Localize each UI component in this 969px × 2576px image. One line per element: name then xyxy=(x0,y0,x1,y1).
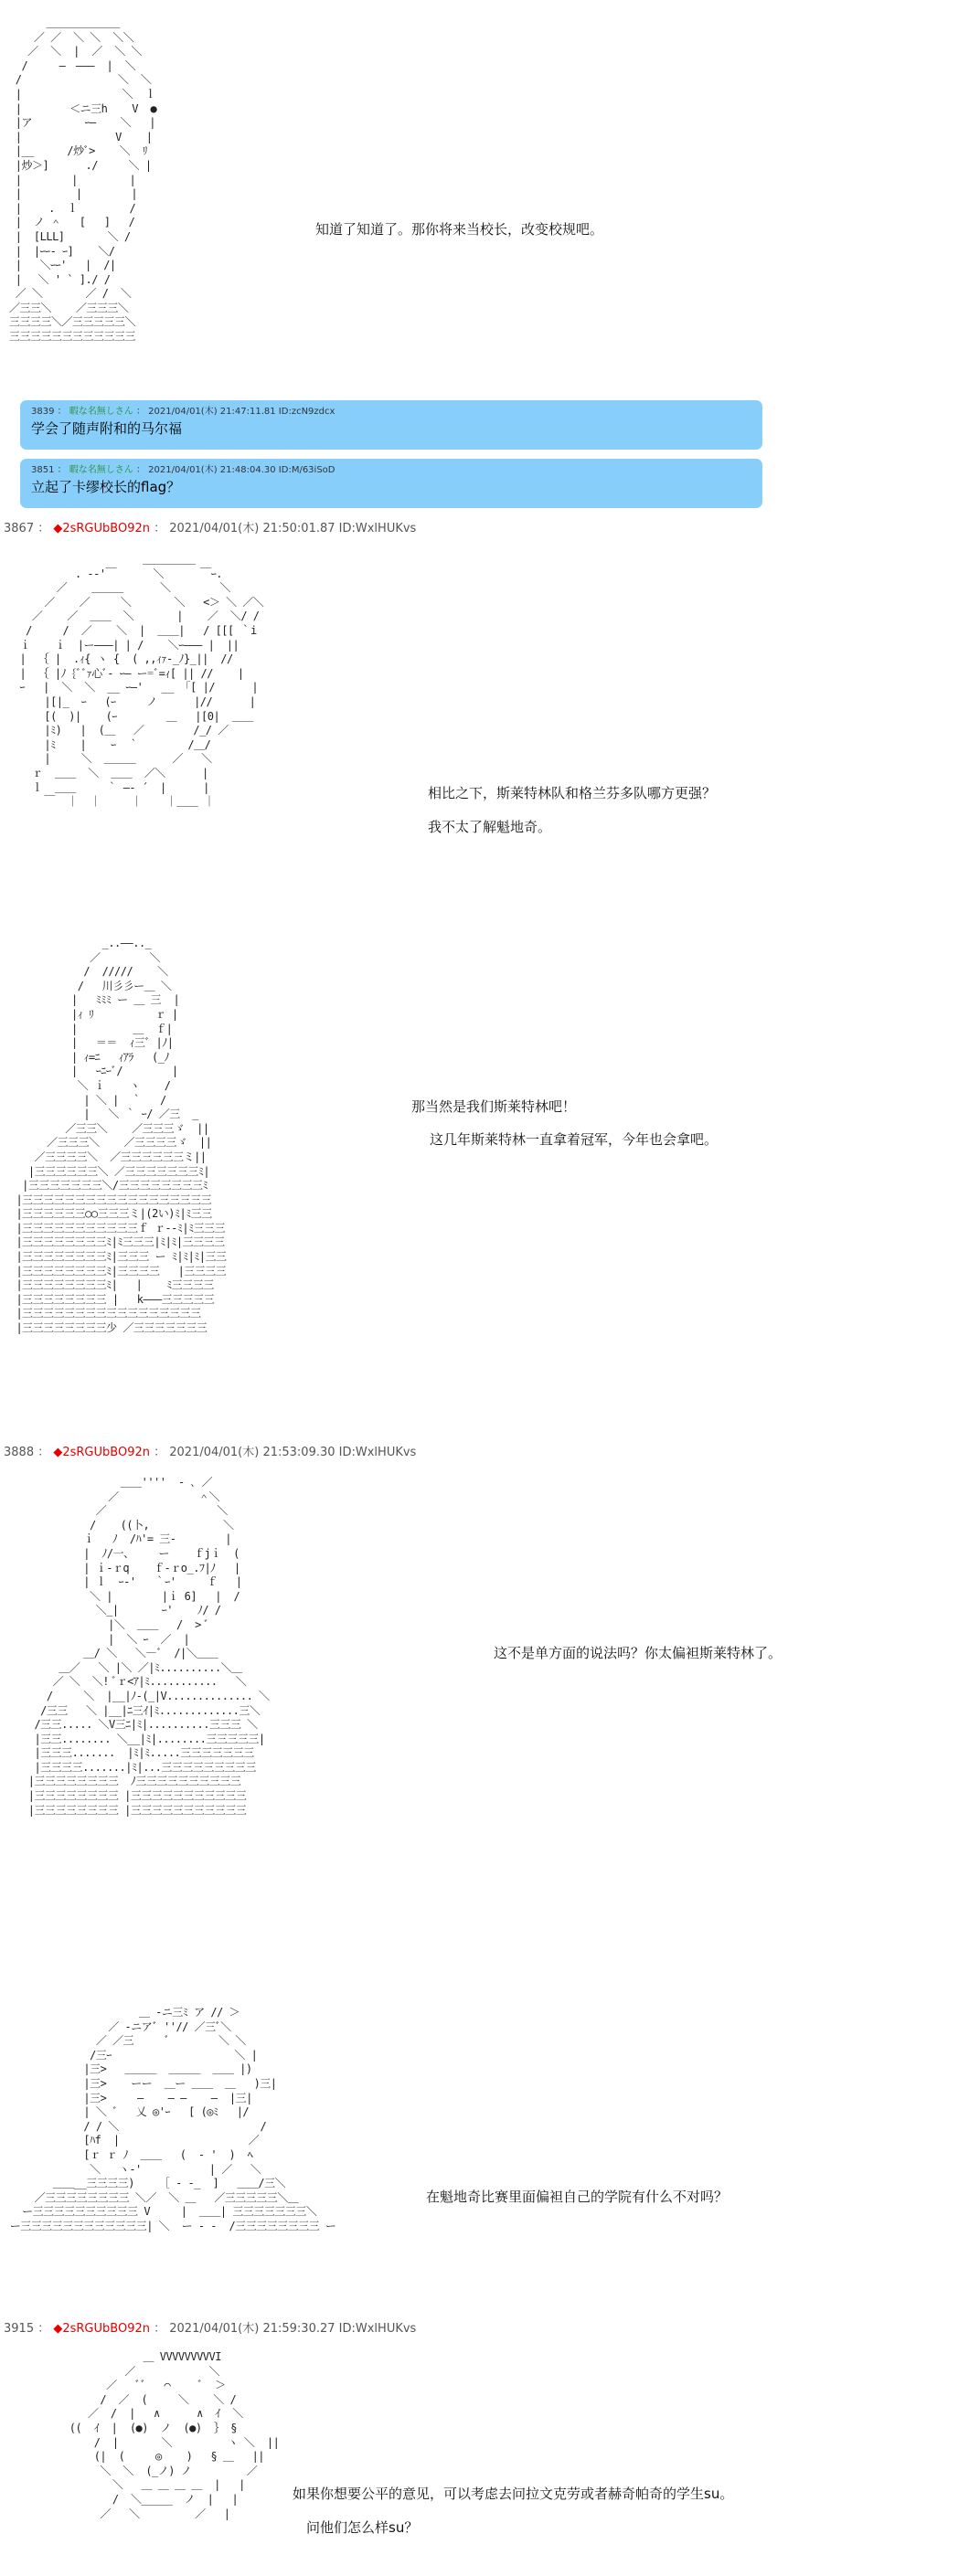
dialogue-line: 相比之下，斯莱特林队和格兰芬多队哪方更强？ xyxy=(428,785,717,801)
dialogue-line: 问他们怎么样su？ xyxy=(306,2519,419,2536)
comment-date: 2021/04/01(木) 21:48:04.30 xyxy=(148,465,276,475)
comment-author[interactable]: 暇な名無しさん xyxy=(69,407,133,417)
dialogue-line: 如果你想要公平的意见，可以考虑去问拉文克劳或者赫奇帕奇的学生su。 xyxy=(293,2486,734,2502)
dialogue-line: 在魁地奇比赛里面偏袒自己的学院有什么不对吗？ xyxy=(426,2189,729,2205)
post-number[interactable]: 3867 xyxy=(4,522,35,535)
comment-date: 2021/04/01(木) 21:47:11.81 xyxy=(148,407,276,417)
ascii-art-figure-3: _..――.._ ／ ＼ / ///// ＼ / 川彡彡ー＿ ＼ | ﾐﾐﾐ ー ＿ 三 | |ｨ ﾘ ｒ | | ＿ ｆ| | ＝＝ ｨ三ﾞ |ﾉ| | ｨ=ﾆ ｨｱﾗ (_ﾉ | ｰﾆｰﾞ/ | ＼ ｉ ヽ / | ＼ | ｀ / | ＼ ｀ ｰ/ ／三 _ ／三三＼ ／三三三ゞ || ／三三三＼ ／三三三三ゞ || ／三三三三＼ ／三三三三三三ミ|| |三三三三三三＼ ／三三三三三三三ﾐ| |三三三三三三三＼/三三三三三三三三ﾐ |三三三三三三三三三三三三三三三三三三 |三三三三三三○○三三三ミ|(2い)ﾐ|ﾐ三三 |三三三三三三三三三三三ｆ ｒ-‐ﾐ|ﾐ三三三 |三三三三三三三三ﾐ|ﾐ三三三|ﾐ|ﾐ|三三三三 |三三三三三三三三ﾐ|三三三 ー ﾐ|ﾐ|ﾐ|三三 |三三三三三三三三ﾐ|三三三三 |三三三三 |三三三三三三三三ﾐ| | ﾐ三三三三 |三三三三三三三三 | k―――三三三三三 |三三三三三三三三三三三三三三三三三 |三三三三三三三三少 ／三三三三三三三 xyxy=(16,937,227,1335)
comment-body: 学会了随声附和的马尔福 xyxy=(31,420,183,437)
comment-body: 立起了卡缪校长的flag？ xyxy=(31,479,181,495)
dialogue-line: 那当然是我们斯莱特林吧！ xyxy=(411,1098,577,1115)
post-id[interactable]: ID:WxlHUKvs xyxy=(338,1446,417,1459)
trip-diamond-icon: ◆ xyxy=(53,2322,63,2336)
post-header: 3888 ： ◆2sRGUbBO92n ： 2021/04/01(木) 21:53:09.30 ID:WxlHUKvs xyxy=(4,1446,417,1459)
post-tripcode: 2sRGUbBO92n xyxy=(62,522,150,535)
dialogue-line: 这不是单方面的说法吗？你太偏袒斯莱特林了。 xyxy=(494,1645,783,1661)
trip-diamond-icon: ◆ xyxy=(53,522,63,535)
post-header: 3915 ： ◆2sRGUbBO92n ： 2021/04/01(木) 21:59:30.27 ID:WxlHUKvs xyxy=(4,2322,417,2336)
comment-meta: 3851 ： 暇な名無しさん ： 2021/04/01(木) 21:48:04.30 ID:M/63iSoD xyxy=(31,465,335,475)
ascii-art-figure-6: ＿ VVVVVVVVVI ／ ＼ ／ ﾞﾞ ⌒ ﾞ ＞ / ／ ( ＼ ＼ / ／ / | ∧ ∧ ｲ ＼ (( ｲ | (●) ノ (●) ｝ § / | ＼ ヽ ＼ || (| ( ◎ ) § ＿ || ＼ ＼ (_ノ) ノ ／ ＼ ＿ ＿ ＿ ＿ | | / ＼_____ ノ | | ／ ＼ ／ | xyxy=(69,2350,280,2520)
comment-card xyxy=(20,459,762,508)
post-number[interactable]: 3888 xyxy=(4,1446,35,1459)
post-header: 3867 ： ◆2sRGUbBO92n ： 2021/04/01(木) 21:50:01.87 ID:WxlHUKvs xyxy=(4,522,417,535)
post-tripcode: 2sRGUbBO92n xyxy=(62,2322,150,2336)
dialogue-line: 知道了知道了。那你将来当校长，改变校规吧。 xyxy=(315,221,604,238)
comment-meta: 3839 ： 暇な名無しさん ： 2021/04/01(木) 21:47:11.81 ID:zcN9zdcx xyxy=(31,407,335,417)
trip-diamond-icon: ◆ xyxy=(53,1446,63,1459)
comment-number: 3851 xyxy=(31,465,55,475)
post-date: 2021/04/01(木) 21:53:09.30 xyxy=(169,1446,335,1459)
comment-id[interactable]: ID:M/63iSoD xyxy=(278,465,335,475)
post-tripcode: 2sRGUbBO92n xyxy=(62,1446,150,1459)
comment-number: 3839 xyxy=(31,407,55,417)
ascii-art-figure-2: ＿＿＿＿＿ . -‐'￣ ＼ ￣ｰ. ／ ＿＿＿ ＼ ＼ ／ ／ ＼ ＼ <＞ ＼ ／＼ ／ ／ ＿＿ ＼ | ／ ＼/ / / / ／ ＼ | ＿＿| / [[[ ｀i ｉ ｉ |ー―――| | / ＼ｰ――― | || | ｛ | .ｨ{ ヽ { ( ,,ｨｧ-_ﾉ}_|| // | ｛ |ﾉ {ﾞﾞｧ心ﾞ- ｰ― ー=ﾞ=ｨ[ || // | ｰ | ＼ ＼ __ ｰ―' __ 「[ |/ | |[|_ ｰ (ｰ ノ |// | [( )| (ｰ ＿ |[0| ＿＿ |ﾐ) | (＿ ／ /_/ ／ |ﾐ | ｰ ｀ /＿/ | ＼ ＿＿＿ ／ ＼ ｒ ＿＿ ＼ ＿＿ ／＼ | ｌ ＿＿ ｀ ―‐ ´ | | ￣ ｜ ｜ ｜ ｜＿＿ ｜ xyxy=(19,553,264,809)
ascii-art-figure-1: ＿＿＿＿＿＿＿ ／ ／ ＼ ＼ ＼＼ ／ ＼ | ／ ＼ ＼ / ― ――― | ＼ / ＼ ＼ | ＼ ｌ | ＜ニ三h V ● |ア ｰ― ＼ | | V | |__ /炒ﾞ> ＼ ﾘ |炒＞] ./ ＼ | | | | | | | | . ｌ / | ノ ＾ [ ] / | [LLL] ＼ / | |ｰｰ- ｰ] ＼/ | ＼ｰｰ' | /| | ＼ ' ` ]./ / ／ ＼ ／ / ＼ ／三三＼ ／三三三＼ 三三三三＼／三三三三三＼ 三三三三三三三三三三三三 xyxy=(9,16,157,344)
post-date: 2021/04/01(木) 21:59:30.27 xyxy=(169,2322,335,2336)
comment-card xyxy=(20,400,762,450)
post-id[interactable]: ID:WxlHUKvs xyxy=(338,2322,417,2336)
comment-author[interactable]: 暇な名無しさん xyxy=(69,465,133,475)
ascii-art-figure-4: ＿＿'''' - ､ ／ ／ ＾＼ ／ ＼ / ((卜, ＼ ｉ ﾉ /ﾊ'= 三- | | ﾉ/一、 ー ｆjｉ ( | ｉ-ｒq ｆ-ｒo_.ﾌ|ﾉ | | ｌ ｰ-' ｀ｰ' ｆ | ＼ | |ｉ 6] | / ＼_| ｰ' ﾉ/ / |＼ ＿＿ / > ﾞ | ＼ ｰ ／ | ＿/ ＼ ＼―ﾞ /|＼＿＿ ＿／ ＼ |＼ ／|ﾐ..........＼＿ ／ ＼ ＼! ﾞｒ<ｱ|ﾐ........... ＼ / ＼ |__|ﾉ-(_|V.............. ＼ /三三 ＼ |__|ﾆ三ｲ|ﾐ.............三＼ /三三..... ＼V三ﾆ|ﾐ|..........三三三 ＼ |三三........ ＼__|ﾐ|........三三三三三| |三三三....... |ﾐ|ﾐ.....三三三三三三三 |三三三三.......|ﾐ|...三三三三三三三三三 |三三三三三三三三 ﾉ三三三三三三三三三三 |三三三三三三三三 |三三三三三三三三三三三 |三三三三三三三三 |三三三三三三三三三三三 xyxy=(27,1476,270,1817)
post-id[interactable]: ID:WxlHUKvs xyxy=(338,522,417,535)
post-date: 2021/04/01(木) 21:50:01.87 xyxy=(169,522,335,535)
comment-id[interactable]: ID:zcN9zdcx xyxy=(278,407,335,417)
post-number[interactable]: 3915 xyxy=(4,2322,35,2336)
ascii-art-figure-5: ＿ -ニ三ﾐ ア // ＞ ／ -ニアﾞ ''// ／三ﾞ＼ ／ ／三 ﾞ ＼ ＼ /三ｰ ＼ | |三> ＿＿＿ ＿＿＿ ＿＿ |) |三> ーー ＿ー ＿＿ ＿ )三| |三> ― ― ― ― |三| | ＼ ﾞ 乂 ◎'ｰ [ (◎ﾐ |/ / / ＼ / [ﾊf | ／ [ｒ ｒ ﾉ ＿＿ ( - ' ) ﾍ ＼ ヽ-' | ／ ＼ ＿＿__三三三三) ［ - -_ ] ＿＿/三＼ ／三三三三三三三三 ＼／ ＼ ＿ ／三三三三三＼＿ ー三三三三三三三三三三 V | ＿＿| 三三三三三三三＼ ー三三三三三三三三三三三三| ＼ ー - - /三三三三三三三三 ー xyxy=(9,2006,336,2232)
dialogue-line: 这几年斯莱特林一直拿着冠军，今年也会拿吧。 xyxy=(430,1131,719,1148)
dialogue-line: 我不太了解魁地奇。 xyxy=(428,819,552,835)
